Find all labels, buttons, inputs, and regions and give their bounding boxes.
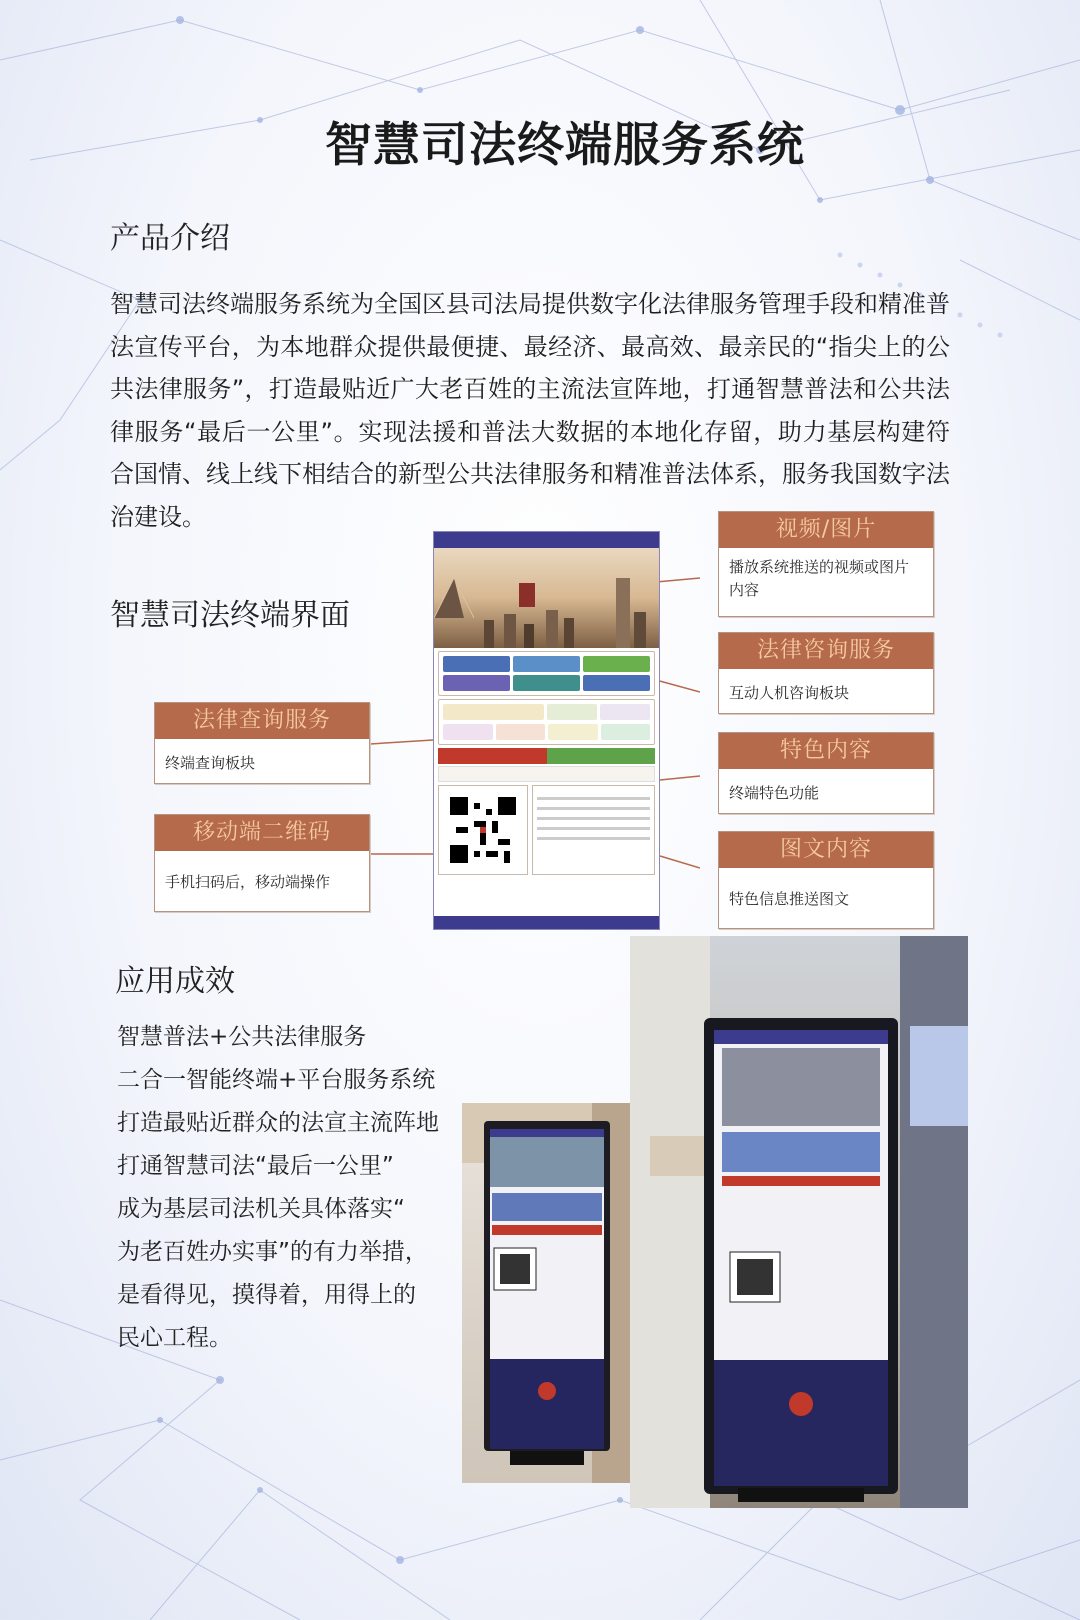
intro-paragraph: 智慧司法终端服务系统为全国区县司法局提供数字化法律服务管理手段和精准普法宣传平台，为本地群众提供最便捷、最经济、最高效、最亲民的“指尖上的公共法律服务”，打造最贴近广大老百姓的主流法宣阵地，打通智慧普法和公共法律服务“最后一公里”。实现法援和普法大数据的本地化存留，助力基层构建符合国情、线上线下相结合的新型公共法律服务和精准普法体系，服务我国数字法治建设。 <box>110 290 950 531</box>
kiosk-footer-bar <box>434 916 659 929</box>
effects-line: 二合一智能终端+平台服务系统 <box>117 1067 436 1093</box>
kiosk-library-row <box>438 766 655 782</box>
callout-consult-desc: 互动人机咨询板块 <box>729 684 850 702</box>
kiosk-title-bar <box>434 532 659 548</box>
kiosk-bottom-area <box>438 785 655 875</box>
callout-graphic <box>718 831 934 929</box>
effects-line: 为老百姓办实事”的有力举措， <box>117 1239 428 1265</box>
effects-line: 民心工程。 <box>117 1325 232 1351</box>
kiosk-news-list <box>532 785 655 875</box>
callout-featured-title: 特色内容 <box>719 733 933 769</box>
kiosk-photo-1 <box>462 1103 630 1483</box>
effects-line: 成为基层司法机关具体落实“ <box>117 1196 405 1222</box>
callout-qrcode-title: 移动端二维码 <box>155 815 369 851</box>
kiosk-photo-2 <box>630 936 968 1508</box>
section-heading-intro: 产品介绍 <box>110 221 230 256</box>
callout-qrcode <box>154 814 370 912</box>
callout-featured-desc: 终端特色功能 <box>729 784 820 802</box>
effects-list <box>117 1016 439 1360</box>
kiosk-feature-banner <box>438 748 655 764</box>
callout-video <box>718 511 934 617</box>
effects-line: 智慧普法+公共法律服务 <box>117 1024 367 1050</box>
kiosk-consult-section <box>438 651 655 696</box>
callout-graphic-desc: 特色信息推送图文 <box>729 890 850 908</box>
callout-video-title: 视频/图片 <box>719 512 933 548</box>
callout-query-desc: 终端查询板块 <box>165 754 256 772</box>
callout-consult <box>718 632 934 714</box>
callout-qrcode-desc: 手机扫码后，移动端操作 <box>165 873 331 891</box>
effects-line: 是看得见，摸得着，用得上的 <box>117 1282 416 1308</box>
page-title: 智慧司法终端服务系统 <box>325 118 805 173</box>
kiosk-screen-mockup <box>433 531 660 930</box>
callout-featured <box>718 732 934 814</box>
section-heading-interface: 智慧司法终端界面 <box>110 598 350 633</box>
callout-graphic-title: 图文内容 <box>719 832 933 868</box>
callout-query-title: 法律查询服务 <box>155 703 369 739</box>
kiosk-city-image <box>434 548 659 648</box>
section-heading-effects: 应用成效 <box>115 964 235 999</box>
kiosk-query-section <box>438 699 655 745</box>
callout-query <box>154 702 370 784</box>
effects-line: 打通智慧司法“最后一公里” <box>117 1153 394 1179</box>
qr-code-icon <box>438 785 528 875</box>
callout-video-desc: 播放系统推送的视频或图片内容 <box>729 558 910 599</box>
effects-line: 打造最贴近群众的法宣主流阵地 <box>117 1110 439 1136</box>
callout-consult-title: 法律咨询服务 <box>719 633 933 669</box>
